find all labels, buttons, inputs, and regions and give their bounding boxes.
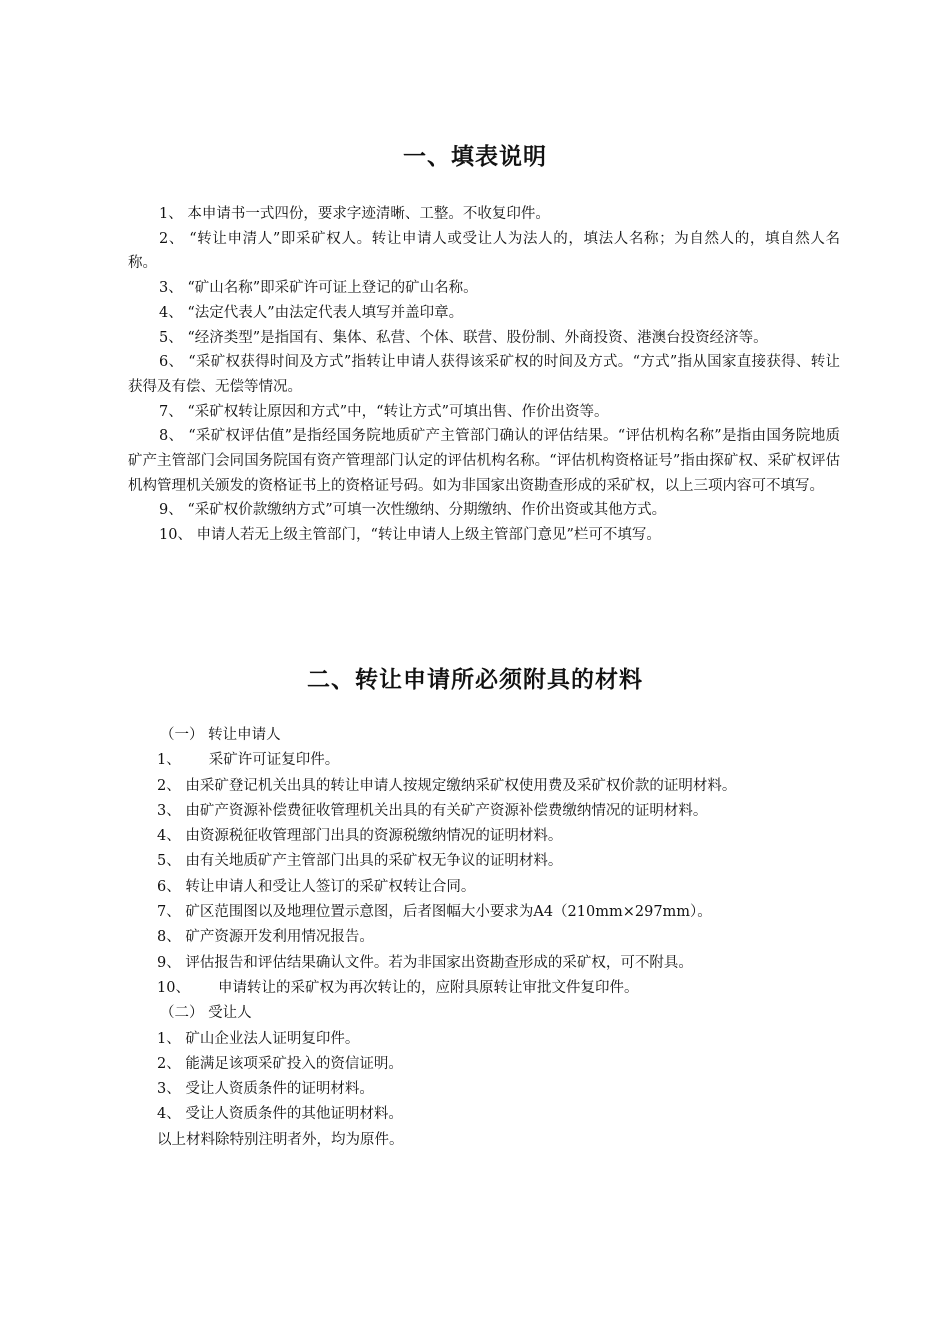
footer-note: 以上材料除特别注明者外，均为原件。 bbox=[157, 1131, 404, 1148]
instruction-item: 6、 “采矿权获得时间及方式”指转让申请人获得该采矿权的时间及方式。“方式”指从国家直接获得、转让获得及有偿、无偿等情况。 bbox=[128, 354, 840, 395]
item-number: 1、 bbox=[157, 1030, 181, 1047]
item-text: 受让人资质条件的证明材料。 bbox=[185, 1081, 374, 1098]
item-text: 由有关地质矿产主管部门出具的采矿权无争议的证明材料。 bbox=[185, 853, 563, 870]
item-text: 矿山企业法人证明复印件。 bbox=[185, 1030, 360, 1047]
list-item bbox=[157, 925, 837, 950]
item-number: 2、 bbox=[157, 1055, 181, 1072]
instruction-item: 9、 “采矿权价款缴纳方式”可填一次性缴纳、分期缴纳、作价出资或其他方式。 bbox=[159, 502, 667, 519]
section-title-fill-instructions: 一、填表说明 bbox=[403, 144, 547, 170]
item-number: 4、 bbox=[157, 828, 181, 845]
item-number: 7、 bbox=[157, 904, 181, 921]
list-item bbox=[157, 799, 837, 824]
instruction-item: 2、 “转让申清人”即采矿权人。转让申请人或受让人为法人的，填法人名称；为自然人的，填自然人名称。 bbox=[128, 230, 840, 272]
instruction-item: 5、 “经济类型”是指国有、集体、私营、个体、联营、股份制、外商投资、港澳台投资经济等。 bbox=[159, 329, 768, 346]
instruction-item: 7、 “采矿权转让原因和方式”中，“转让方式”可填出售、作价出资等。 bbox=[159, 403, 609, 420]
instruction-item: 4、 “法定代表人”由法定代表人填写并盖印章。 bbox=[159, 304, 464, 321]
item-text: 由矿产资源补偿费征收管理机关出具的有关矿产资源补偿费缴纳情况的证明材料。 bbox=[185, 802, 708, 819]
instruction-item: 10、 申请人若无上级主管部门，“转让申请人上级主管部门意见”栏可不填写。 bbox=[159, 527, 661, 544]
item-number: 8、 bbox=[157, 929, 181, 946]
group-heading-transferor: （一） 转让申请人 bbox=[160, 727, 281, 743]
list-item bbox=[157, 1077, 837, 1102]
item-number: 5、 bbox=[157, 853, 181, 870]
list-item bbox=[157, 824, 837, 849]
section-title-required-materials: 二、转让申请所必须附具的材料 bbox=[307, 667, 643, 693]
item-text: 矿产资源开发利用情况报告。 bbox=[185, 929, 374, 946]
list-item bbox=[157, 1102, 837, 1127]
item-text: 由资源税征收管理部门出具的资源税缴纳情况的证明材料。 bbox=[185, 828, 563, 845]
item-text: 矿区范围图以及地理位置示意图，后者图幅大小要求为A4（210mm×297mm）。 bbox=[185, 904, 712, 921]
instruction-item: 3、 “矿山名称”即采矿许可证上登记的矿山名称。 bbox=[159, 280, 478, 297]
fill-instructions-list bbox=[128, 202, 840, 548]
list-item bbox=[157, 1027, 837, 1052]
item-text: 申请转让的采矿权为再次转让的，应附具原转让审批文件复印件。 bbox=[217, 979, 639, 996]
list-item bbox=[157, 1052, 837, 1077]
item-number: 9、 bbox=[157, 954, 181, 971]
item-number: 3、 bbox=[157, 802, 181, 819]
list-item bbox=[157, 976, 837, 1001]
item-text: 能满足该项采矿投入的资信证明。 bbox=[185, 1055, 403, 1072]
item-number: 3、 bbox=[157, 1081, 181, 1098]
list-item bbox=[157, 951, 837, 976]
group-heading-transferee: （二） 受让人 bbox=[160, 1005, 252, 1022]
list-item bbox=[157, 748, 837, 773]
item-number: 2、 bbox=[157, 777, 181, 794]
item-text: 采矿许可证复印件。 bbox=[208, 752, 340, 769]
instruction-item: 1、 本申请书一式四份，要求字迹清晰、工整。不收复印件。 bbox=[159, 206, 550, 222]
item-text: 由采矿登记机关出具的转让申请人按规定缴纳采矿权使用费及采矿权价款的证明材料。 bbox=[185, 777, 737, 794]
list-item bbox=[157, 849, 837, 874]
item-number: 1、 bbox=[157, 752, 181, 769]
item-number: 10、 bbox=[157, 979, 190, 996]
item-number: 6、 bbox=[157, 878, 181, 895]
instruction-item: 8、 “采矿权评估值”是指经国务院地质矿产主管部门确认的评估结果。“评估机构名称”是指由国务院地质矿产主管部门会同国务院国有资产管理部门认定的评估机构名称。“评估机构资格证号”指由探矿权、采矿权评估机构管理机关颁发的资格证书上的资格证号码。如为非国家出资勘查形成的采矿权，以上三项内容可不填写。 bbox=[128, 428, 840, 494]
item-text: 转让申请人和受让人签订的采矿权转让合同。 bbox=[185, 878, 476, 895]
list-item bbox=[157, 875, 837, 900]
item-number: 4、 bbox=[157, 1106, 181, 1123]
item-text: 受让人资质条件的其他证明材料。 bbox=[185, 1106, 403, 1123]
required-materials-list bbox=[157, 723, 837, 1153]
list-item bbox=[157, 774, 837, 799]
list-item bbox=[157, 900, 837, 925]
item-text: 评估报告和评估结果确认文件。若为非国家出资勘查形成的采矿权，可不附具。 bbox=[185, 954, 693, 971]
